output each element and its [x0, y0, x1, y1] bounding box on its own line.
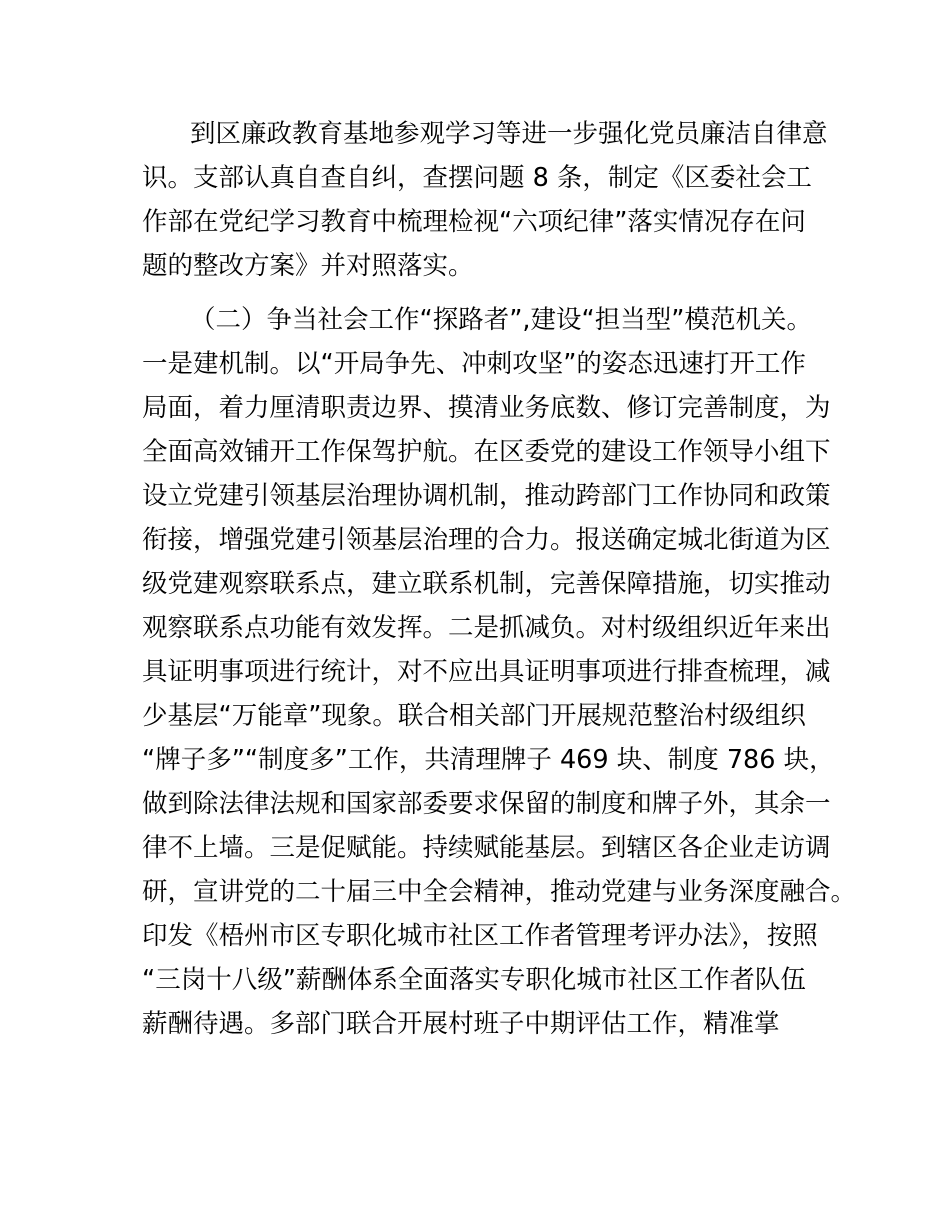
paragraph-2-line-7: 观察联系点功能有效发挥。二是抓减负。对村级组织近年来出	[142, 613, 831, 643]
paragraph-2-line-11: 做到除法律法规和国家部委要求保留的制度和牌子外，其余一	[142, 789, 831, 819]
paragraph-2-line-13: 研，宣讲党的二十届三中全会精神，推动党建与业务深度融合。	[142, 877, 857, 907]
paragraph-2-line-12: 律不上墙。三是促赋能。持续赋能基层。到辖区各企业走访调	[142, 833, 831, 863]
paragraph-2-line-5: 衔接，增强党建引领基层治理的合力。报送确定城北街道为区	[142, 525, 831, 555]
paragraph-1-line-4: 题的整改方案》并对照落实。	[142, 251, 474, 281]
paragraph-2-line-14: 印发《梧州市区专职化城市社区工作者管理考评办法》，按照	[142, 921, 818, 951]
paragraph-2-line-3: 全面高效铺开工作保驾护航。在区委党的建设工作领导小组下	[142, 437, 831, 467]
paragraph-2-line-8: 具证明事项进行统计，对不应出具证明事项进行排查梳理，减	[142, 657, 831, 687]
paragraph-1-line-1: 到区廉政教育基地参观学习等进一步强化党员廉洁自律意	[190, 119, 828, 149]
paragraph-2-line-6: 级党建观察联系点，建立联系机制，完善保障措施，切实推动	[142, 569, 831, 599]
paragraph-2-line-9: 少基层“万能章”现象。联合相关部门开展规范整治村级组织	[142, 701, 806, 731]
paragraph-2-line-10: “牌子多”“制度多”工作，共清理牌子 469 块、制度 786 块，	[142, 745, 835, 775]
paragraph-2-line-1: 一是建机制。以“开局争先、冲刺攻坚”的姿态迅速打开工作	[142, 349, 806, 379]
paragraph-2-line-16: 薪酬待遇。多部门联合开展村班子中期评估工作，精准掌	[142, 1009, 780, 1039]
section-heading-line: （二）争当社会工作“探路者”,建设“担当型”模范机关。	[190, 305, 812, 335]
paragraph-2-line-2: 局面，着力厘清职责边界、摸清业务底数、修订完善制度，为	[142, 393, 831, 423]
paragraph-1-line-3: 作部在党纪学习教育中梳理检视“六项纪律”落实情况存在问	[142, 207, 806, 237]
paragraph-2-line-15: “三岗十八级”薪酬体系全面落实专职化城市社区工作者队伍	[142, 965, 806, 995]
paragraph-1-line-2: 识。支部认真自查自纠，查摆问题 8 条，制定《区委社会工	[142, 163, 812, 193]
paragraph-2-line-4: 设立党建引领基层治理协调机制，推动跨部门工作协同和政策	[142, 481, 831, 511]
